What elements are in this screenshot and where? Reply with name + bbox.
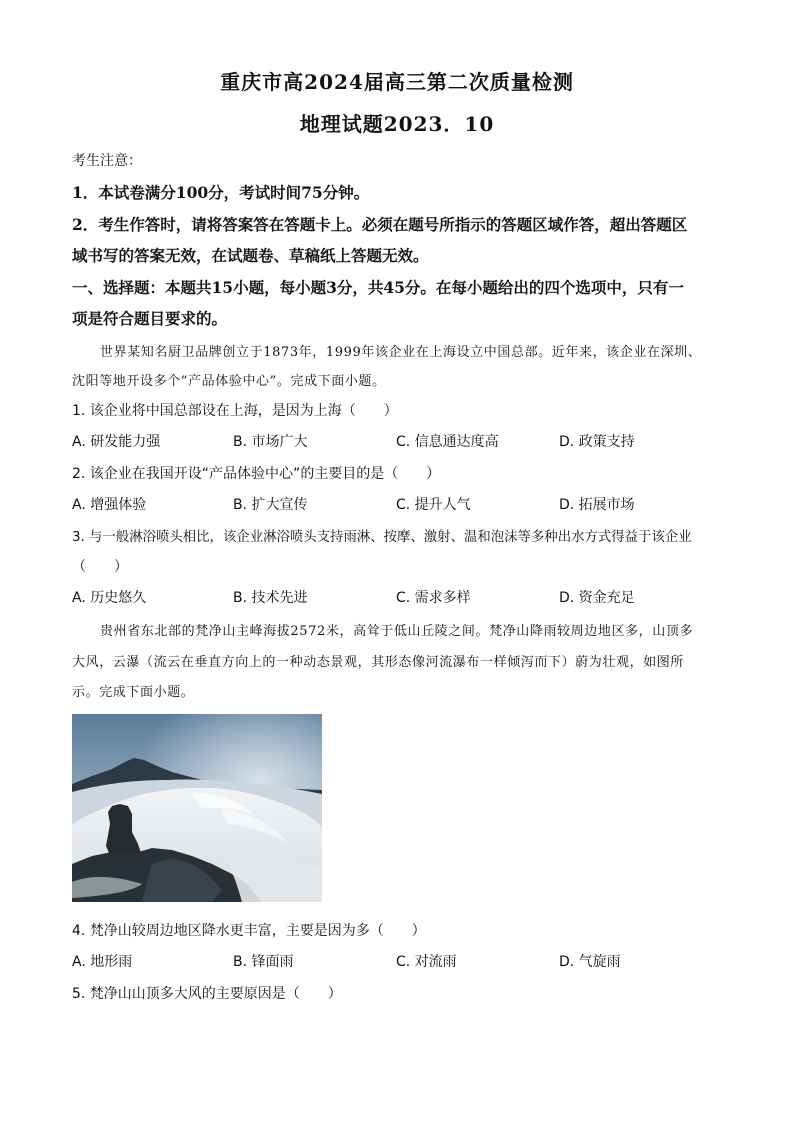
question-3-option-a[interactable]: A. 历史悠久 bbox=[72, 590, 147, 606]
passage-1-line2: 沈阳等地开设多个“产品体验中心”。完成下面小题。 bbox=[72, 374, 386, 389]
passage-1-line1: 世界某知名厨卫品牌创立于1873年，1999年该企业在上海设立中国总部。近年来，该企业在深圳、 bbox=[100, 345, 702, 360]
question-1-option-b[interactable]: B. 市场广大 bbox=[233, 434, 308, 450]
question-2-option-a[interactable]: A. 增强体验 bbox=[72, 497, 147, 513]
question-2-option-d[interactable]: D. 拓展市场 bbox=[559, 497, 635, 513]
question-1-option-c[interactable]: C. 信息通达度高 bbox=[396, 434, 499, 450]
cloud-waterfall-photo bbox=[72, 714, 322, 902]
exam-title: 重庆市高2024届高三第二次质量检测 bbox=[220, 70, 574, 94]
question-4-option-a[interactable]: A. 地形雨 bbox=[72, 954, 133, 970]
notice-item-2-line2: 域书写的答案无效，在试题卷、草稿纸上答题无效。 bbox=[72, 246, 429, 265]
question-3-option-b[interactable]: B. 技术先进 bbox=[233, 590, 308, 606]
passage-2-line3: 示。完成下面小题。 bbox=[72, 685, 195, 700]
exam-subtitle: 地理试题2023．10 bbox=[299, 112, 495, 136]
question-4-stem: 4. 梵净山较周边地区降水更丰富，主要是因为多（ ） bbox=[72, 923, 426, 939]
question-4-option-c[interactable]: C. 对流雨 bbox=[396, 954, 457, 970]
cloud-waterfall-image bbox=[72, 714, 322, 902]
question-3-option-c[interactable]: C. 需求多样 bbox=[396, 590, 471, 606]
notice-item-1: 1．本试卷满分100分，考试时间75分钟。 bbox=[72, 183, 370, 202]
question-1-option-a[interactable]: A. 研发能力强 bbox=[72, 434, 161, 450]
question-5-stem: 5. 梵净山山顶多大风的主要原因是（ ） bbox=[72, 986, 342, 1002]
notice-item-2-line1: 2．考生作答时，请将答案答在答题卡上。必须在题号所指示的答题区域作答，超出答题区 bbox=[72, 215, 688, 234]
passage-2-line1: 贵州省东北部的梵净山主峰海拔2572米，高耸于低山丘陵之间。梵净山降雨较周边地区多，山顶多 bbox=[100, 624, 694, 639]
question-2-stem: 2. 该企业在我国开设“产品体验中心”的主要目的是（ ） bbox=[72, 466, 441, 482]
question-2-option-c[interactable]: C. 提升人气 bbox=[396, 497, 471, 513]
question-1-stem: 1. 该企业将中国总部设在上海，是因为上海（ ） bbox=[72, 403, 398, 419]
section-heading-line2: 项是符合题目要求的。 bbox=[72, 309, 228, 328]
question-3-stem-line2: （ ） bbox=[72, 559, 128, 575]
question-4-option-d[interactable]: D. 气旋雨 bbox=[559, 954, 621, 970]
passage-2-line2: 大风，云瀑（流云在垂直方向上的一种动态景观，其形态像河流瀑布一样倾泻而下）蔚为壮观，如图所 bbox=[72, 655, 685, 670]
question-1-option-d[interactable]: D. 政策支持 bbox=[559, 434, 635, 450]
question-3-stem-line1: 3. 与一般淋浴喷头相比，该企业淋浴喷头支持雨淋、按摩、激射、温和泡沫等多种出水方式得益于该企业 bbox=[72, 530, 692, 545]
section-heading-line1: 一、选择题：本题共15小题，每小题3分，共45分。在每小题给出的四个选项中，只有一 bbox=[72, 278, 684, 297]
question-3-option-d[interactable]: D. 资金充足 bbox=[559, 590, 635, 606]
notice-heading: 考生注意： bbox=[72, 153, 142, 169]
question-2-option-b[interactable]: B. 扩大宣传 bbox=[233, 497, 308, 513]
question-4-option-b[interactable]: B. 锋面雨 bbox=[233, 954, 294, 970]
